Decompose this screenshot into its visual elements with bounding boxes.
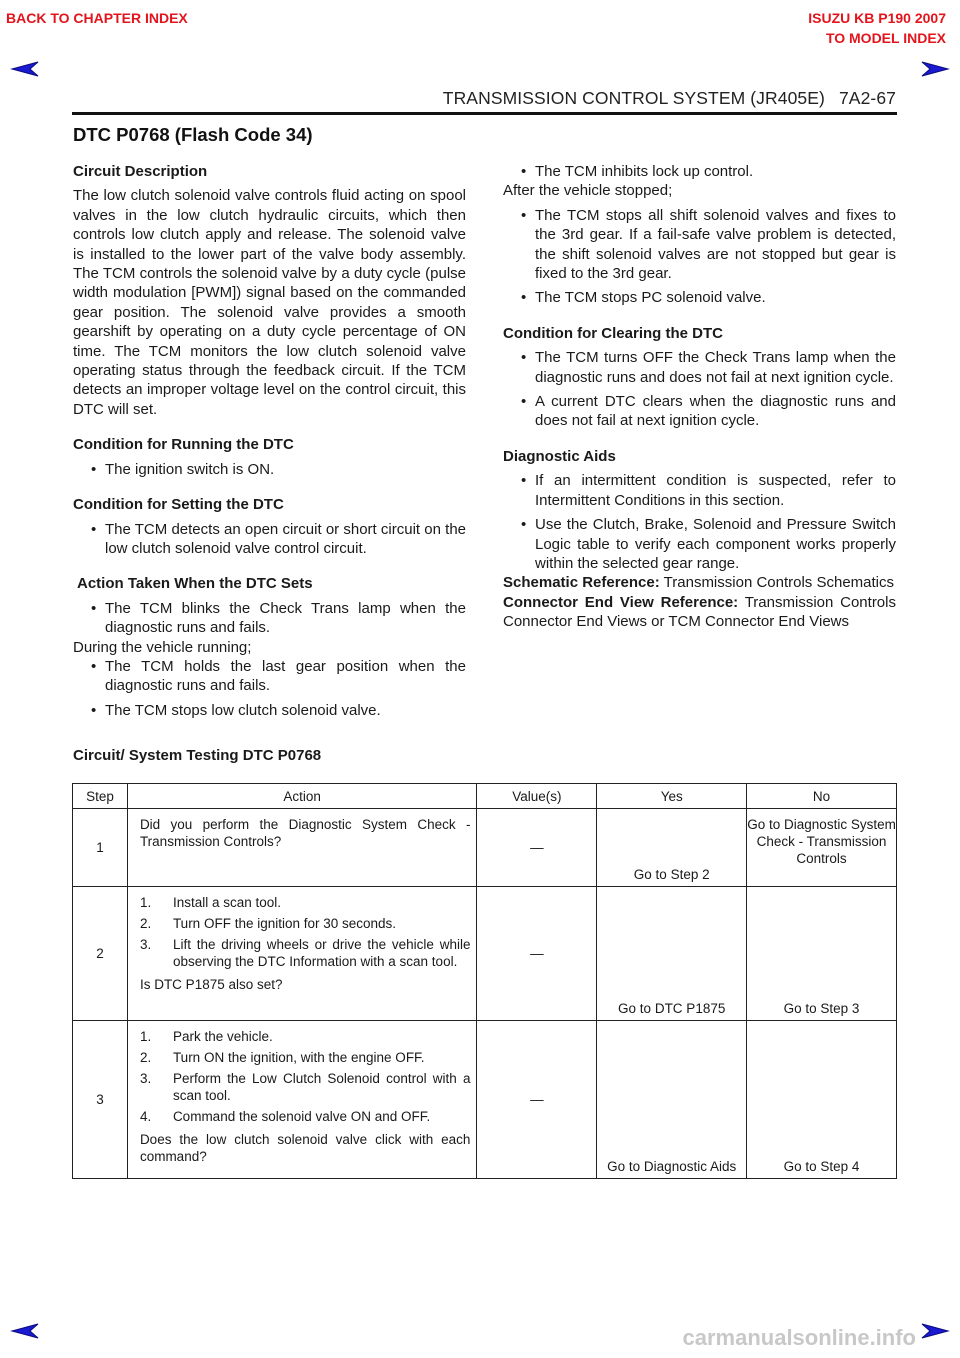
header-rule <box>72 112 897 115</box>
step-instructions <box>140 1028 471 1125</box>
column-header-values: Value(s) <box>477 784 597 809</box>
step-question: Is DTC P1875 also set? <box>139 977 283 992</box>
connector-reference-label: Connector End View Reference: <box>503 593 739 611</box>
step-number: 2 <box>73 887 128 1021</box>
right-bullet-3: • The TCM stops PC solenoid valve. <box>503 288 896 307</box>
circuit-description-heading: Circuit Description <box>73 163 208 180</box>
instruction-item: 1. Park the vehicle. <box>139 1029 273 1044</box>
step-action <box>127 809 477 887</box>
schematic-reference <box>503 573 896 592</box>
manual-section-title: TRANSMISSION CONTROL SYSTEM (JR405E) <box>442 88 825 108</box>
step-yes-link[interactable]: Go to Step 2 <box>597 809 747 887</box>
setting-bullet-1: • The TCM detects an open circuit or short circuit on the low clutch solenoid valve control circuit. <box>73 520 466 559</box>
right-bullet-1: • The TCM inhibits lock up control. <box>503 162 896 181</box>
step-action <box>127 1021 477 1179</box>
step-number: 3 <box>73 1021 128 1179</box>
column-header-action: Action <box>127 784 477 809</box>
action-bullet-3: • The TCM stops low clutch solenoid valve. <box>73 701 466 720</box>
instruction-item: 1. Install a scan tool. <box>139 895 281 910</box>
column-header-step: Step <box>73 784 128 809</box>
left-column <box>73 162 466 720</box>
running-bullet-1: • The ignition switch is ON. <box>73 460 466 479</box>
previous-page-arrow-icon[interactable] <box>10 60 40 78</box>
page-title: DTC P0768 (Flash Code 34) <box>73 124 313 145</box>
aids-bullet-1: • If an intermittent condition is suspected, refer to Intermittent Conditions in this section. <box>503 471 896 510</box>
table-row <box>73 809 897 887</box>
step-yes-link[interactable]: Go to Diagnostic Aids <box>597 1021 747 1179</box>
running-heading: Condition for Running the DTC <box>73 436 294 454</box>
step-no-link[interactable]: Go to Step 4 <box>747 1021 897 1179</box>
right-column <box>503 162 896 632</box>
connector-reference <box>503 593 896 632</box>
to-model-index-link[interactable]: TO MODEL INDEX <box>825 30 946 46</box>
schematic-reference-text: Transmission Controls Schematics <box>663 574 895 592</box>
setting-heading: Condition for Setting the DTC <box>73 496 284 514</box>
step-no-link[interactable]: Go to Diagnostic System Check - Transmission Controls <box>747 809 897 887</box>
table-row <box>73 887 897 1021</box>
step-number: 1 <box>73 809 128 887</box>
model-title-link[interactable]: ISUZU KB P190 2007 <box>808 10 946 26</box>
instruction-item: 2. Turn ON the ignition, with the engine OFF. <box>139 1050 425 1065</box>
bottom-next-page-arrow-icon[interactable] <box>920 1322 950 1340</box>
step-yes-link[interactable]: Go to DTC P1875 <box>597 887 747 1021</box>
bottom-previous-page-arrow-icon[interactable] <box>10 1322 40 1340</box>
instruction-item: 4. Command the solenoid valve ON and OFF. <box>139 1109 431 1124</box>
vehicle-running-label: During the vehicle running; <box>73 638 252 656</box>
step-question: Did you perform the Diagnostic System Check - Transmission Controls? <box>139 817 471 849</box>
aids-bullet-2: • Use the Clutch, Brake, Solenoid and Pressure Switch Logic table to verify each component works properly within the selected gear range. <box>503 515 896 573</box>
next-page-arrow-icon[interactable] <box>920 60 950 78</box>
watermark-text: carmanualsonline.info <box>682 1325 916 1350</box>
action-bullet-1: • The TCM blinks the Check Trans lamp when the diagnostic runs and fails. <box>73 599 466 638</box>
column-header-yes: Yes <box>597 784 747 809</box>
instruction-item: 3. Lift the driving wheels or drive the vehicle while observing the DTC Information with a scan tool. <box>139 937 471 969</box>
step-question: Does the low clutch solenoid valve click with each command? <box>139 1132 471 1164</box>
connector-reference-text: Transmission Controls Connector End Views or TCM Connector End Views <box>503 593 896 631</box>
step-value: — <box>477 887 597 1021</box>
step-action <box>127 887 477 1021</box>
schematic-reference-label: Schematic Reference: <box>503 574 660 592</box>
clearing-bullet-1: • The TCM turns OFF the Check Trans lamp when the diagnostic runs and does not fail at next ignition cycle. <box>503 348 896 387</box>
step-no-link[interactable]: Go to Step 3 <box>747 887 897 1021</box>
step-instructions <box>140 894 471 970</box>
step-value: — <box>477 809 597 887</box>
instruction-item: 3. Perform the Low Clutch Solenoid control with a scan tool. <box>139 1071 471 1103</box>
clearing-bullet-2: • A current DTC clears when the diagnostic runs and does not fail at next ignition cycle. <box>503 392 896 431</box>
instruction-item: 2. Turn OFF the ignition for 30 seconds. <box>139 916 397 931</box>
vehicle-stopped-label: After the vehicle stopped; <box>503 182 673 200</box>
running-header <box>443 88 896 109</box>
diagnostic-steps-table <box>72 783 897 1179</box>
diagnostic-aids-heading: Diagnostic Aids <box>503 447 616 465</box>
back-to-chapter-index-link[interactable]: BACK TO CHAPTER INDEX <box>6 10 188 26</box>
right-bullet-2: • The TCM stops all shift solenoid valves and fixes to the 3rd gear. If a fail-safe valve problem is detected, the shift solenoid valves are not stopped but gear is fixed to the 3rd gear. <box>503 206 896 284</box>
clearing-heading: Condition for Clearing the DTC <box>503 324 723 342</box>
table-row <box>73 1021 897 1179</box>
circuit-testing-heading: Circuit/ System Testing DTC P0768 <box>73 747 322 764</box>
table-header-row <box>73 784 897 809</box>
action-taken-heading: Action Taken When the DTC Sets <box>77 575 313 593</box>
step-value: — <box>477 1021 597 1179</box>
page-number: 7A2-67 <box>838 88 896 108</box>
column-header-no: No <box>747 784 897 809</box>
action-bullet-2: • The TCM holds the last gear position when the diagnostic runs and fails. <box>73 657 466 696</box>
circuit-description-text: The low clutch solenoid valve controls fluid acting on spool valves in the low clutch hydraulic circuits, which then controls low clutch apply and release. The solenoid valve is installed to the lower part of the valve body assembly. The TCM controls the solenoid valve by a duty cycle (pulse width modulation [PWM]) signal based on the commanded gear position. The solenoid valve provides a smooth gearshift by operating on a duty cycle percentage of ON time. The TCM monitors the low clutch solenoid valve operating status through the feedback circuit. If the TCM detects an improper voltage level on the control circuit, this DTC will set. <box>73 187 466 418</box>
